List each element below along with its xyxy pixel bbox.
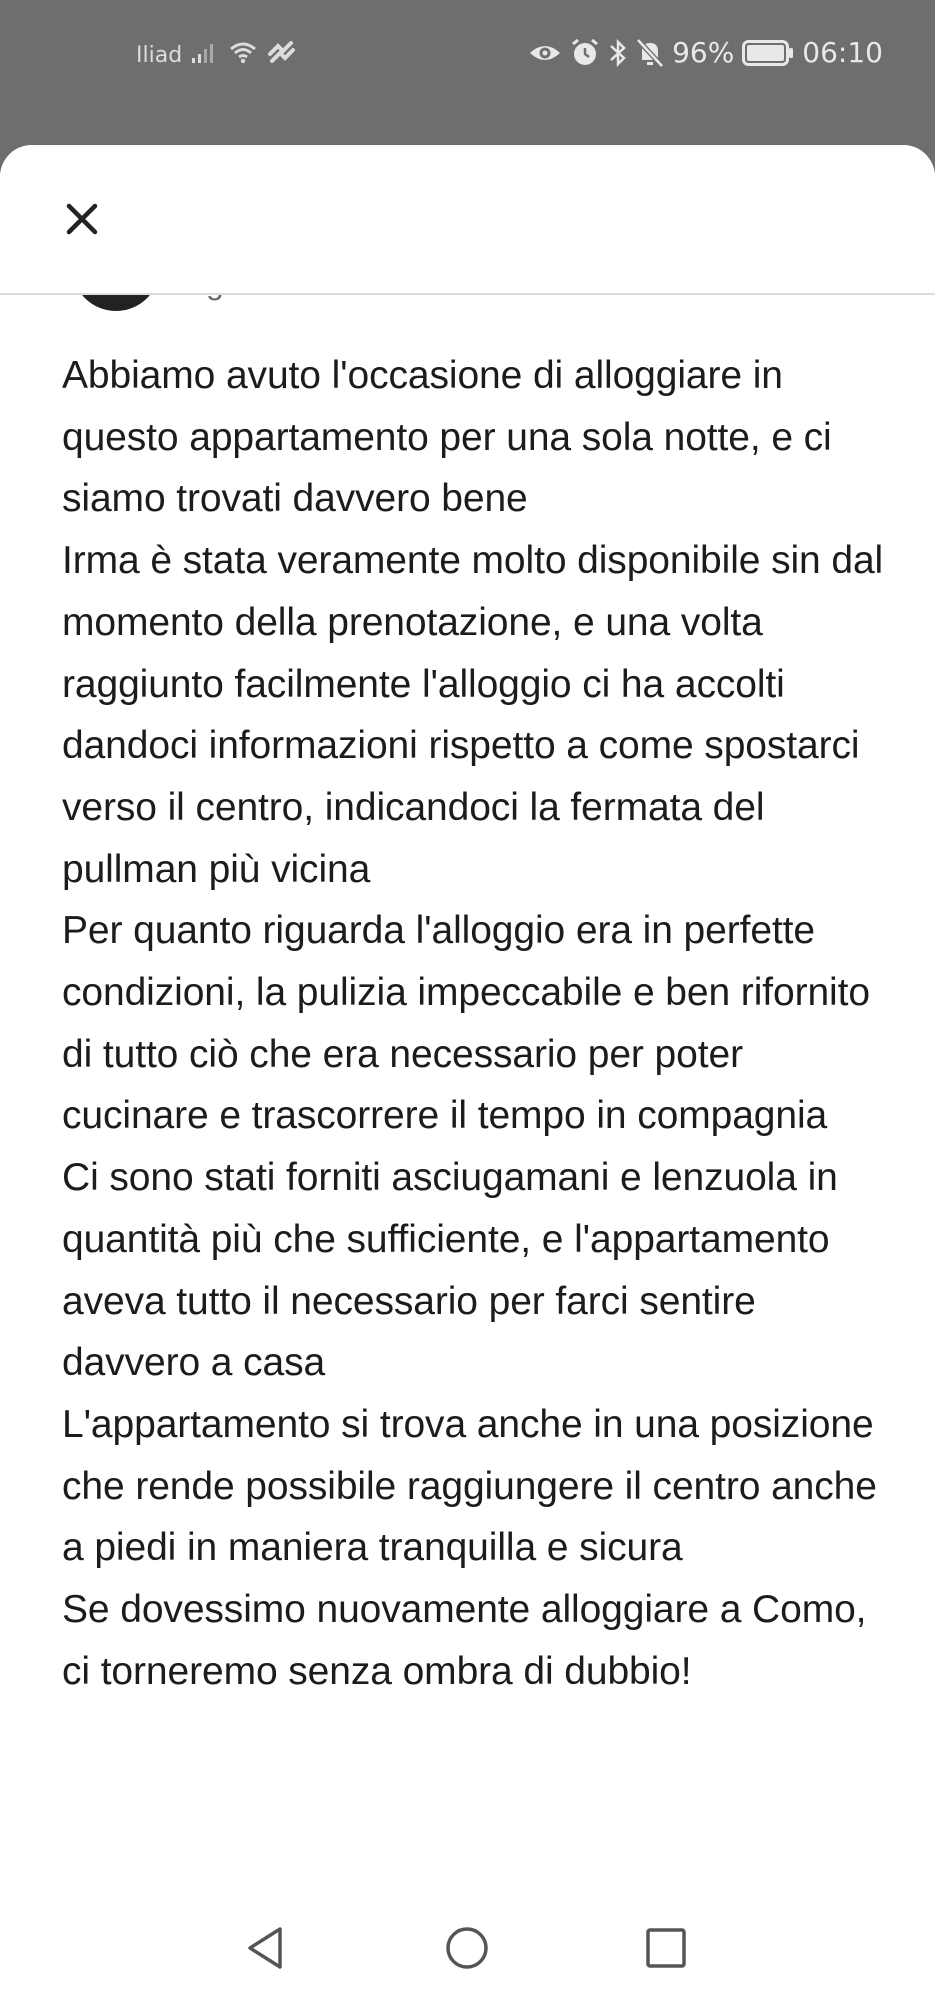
- carrier-name: Iliad: [136, 42, 183, 68]
- clock: 06:10: [802, 36, 883, 69]
- sheet-header: [0, 145, 935, 295]
- close-button[interactable]: [56, 195, 108, 247]
- back-button[interactable]: [240, 1924, 292, 1976]
- home-button[interactable]: [441, 1924, 493, 1976]
- battery-icon: [742, 40, 794, 66]
- home-icon: [444, 1925, 490, 1975]
- eye-icon: [528, 41, 562, 65]
- recents-icon: [645, 1927, 687, 1973]
- carrier-group: [136, 40, 296, 70]
- signal-icon: [190, 40, 220, 70]
- battery-percent: 96%: [672, 36, 735, 69]
- close-icon: [64, 201, 100, 241]
- back-icon: [244, 1925, 288, 1975]
- bluetooth-icon: [608, 38, 628, 68]
- status-bar: [0, 0, 935, 145]
- link-icon: [266, 40, 296, 70]
- review-sheet: [0, 145, 935, 2000]
- mute-icon: [636, 38, 664, 68]
- alarm-icon: [570, 38, 600, 68]
- recents-button[interactable]: [640, 1924, 692, 1976]
- review-text: Abbiamo avuto l'occasione di alloggiare in questo appartamento per una sola notte, e ci siamo trovati davvero bene Irma è stata veramente molto disponibile sin dal momento della prenotazione, e una volta raggiunto facilmente l'alloggio ci ha accolti dandoci informazioni rispetto a come spostarci verso il centro, indicandoci la fermata del pullman più vicina Per quanto riguarda l'alloggio era in perfette condizioni, la pulizia impeccabile e ben rifornito di tutto ciò che era necessario per poter cucinare e trascorrere il tempo in compagnia Ci sono stati forniti asciugamani e lenzuola in quantità più che sufficiente, e l'appartamento aveva tutto il necessario per farci sentire davvero a casa L'appartamento si trova anche in una posizione che rende possibile raggiungere il centro anche a piedi in maniera tranquilla e sicura Se dovessimo nuovamente alloggiare a Como, ci torneremo senza ombra di dubbio!: [62, 354, 884, 1693]
- status-right-group: [528, 36, 883, 69]
- navigation-bar: [0, 1900, 935, 2000]
- wifi-icon: [228, 40, 258, 70]
